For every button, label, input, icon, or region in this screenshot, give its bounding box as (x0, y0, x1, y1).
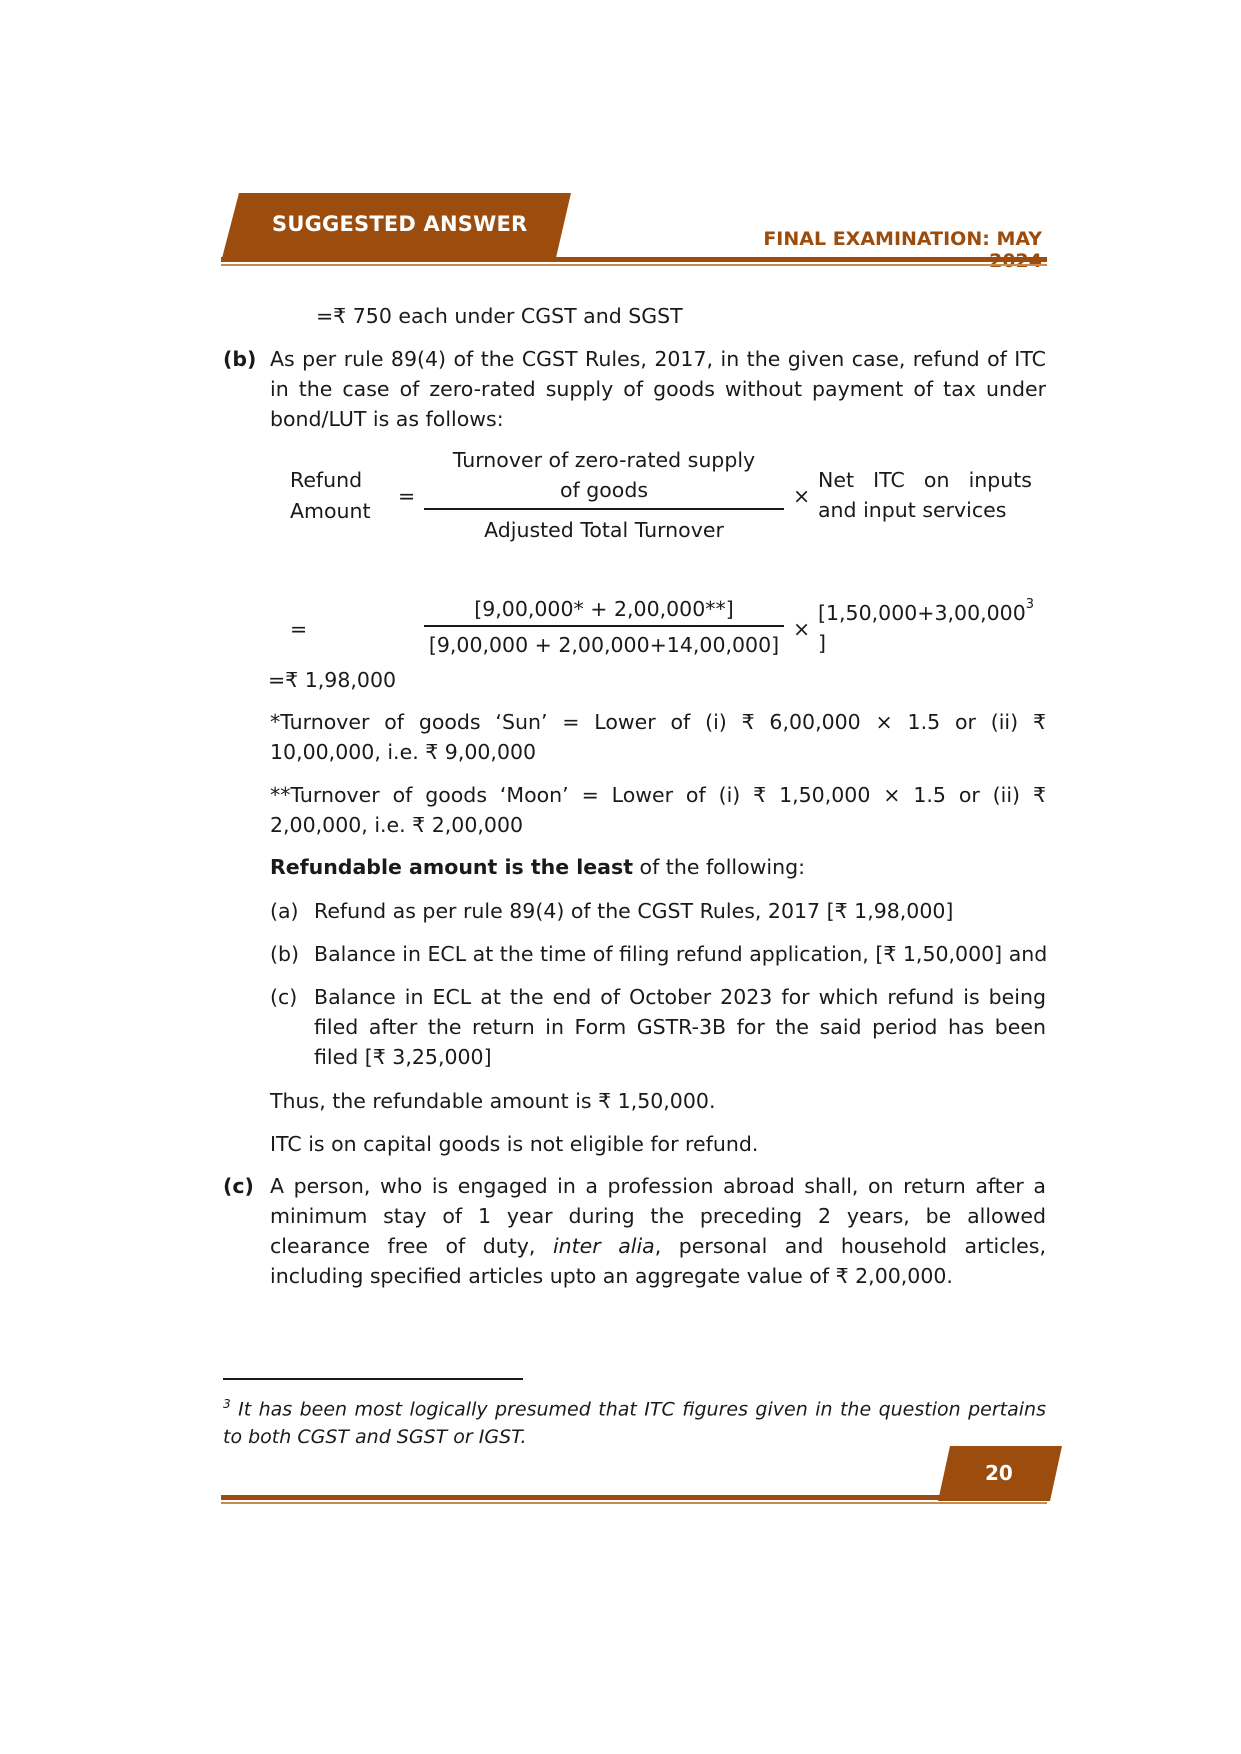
refund-result: =₹ 1,98,000 (268, 668, 397, 692)
footnote-rule (223, 1378, 523, 1380)
formula-denominator: Adjusted Total Turnover (484, 518, 724, 542)
header-rule-thin (221, 264, 1047, 266)
part-c-text-1: A person, who is engaged in a profession abroad shall, on return after a minimum stay of 1 year during the preceding 2 years, be allowed clearance free of duty, (270, 1174, 1046, 1258)
note-moon: **Turnover of goods ‘Moon’ = Lower of (i) ₹ 1,50,000 × 1.5 or (ii) ₹ 2,00,000, i.e. ₹ 2,00,000 (270, 783, 1046, 837)
part-c-text-2: , personal and household articles, including specified articles upto an aggregate value of ₹ 2,00,000. (270, 1234, 1046, 1288)
list-item-text: Balance in ECL at the end of October 2023 for which refund is being filed after the return in Form GSTR-3B for the said period has been filed [₹ 3,25,000] (314, 985, 1046, 1069)
refundable-conclusion: Thus, the refundable amount is ₹ 1,50,000. (270, 1089, 716, 1113)
list-item-text: Balance in ECL at the time of filing refund application, [₹ 1,50,000] and (314, 942, 1048, 966)
formula-numerator-line1: Turnover of zero-rated supply (452, 448, 756, 472)
page-number: 20 (985, 1461, 1013, 1485)
formula-equals: = (398, 484, 416, 508)
calc-rhs-close: ] (818, 631, 826, 655)
header-rule (221, 257, 1047, 262)
formula-lhs-line1: Refund (290, 468, 363, 492)
part-c-tag: (c) (223, 1174, 254, 1198)
footer-rule (221, 1495, 1047, 1500)
formula-lhs-line2: Amount (290, 499, 371, 523)
calc-equals: = (290, 617, 308, 641)
least-of-bold: Refundable amount is the least (270, 855, 634, 879)
footnote-marker: 3 (223, 1397, 231, 1411)
part-c-italic: inter alia (552, 1234, 655, 1258)
formula-rhs: Net ITC on inputs and input services (818, 468, 1032, 522)
cgst-sgst-amount-line: =₹ 750 each under CGST and SGST (316, 304, 683, 328)
calc-denominator: [9,00,000 + 2,00,000+14,00,000] (428, 633, 780, 657)
formula-fraction-bar (424, 508, 784, 510)
part-b-intro: As per rule 89(4) of the CGST Rules, 2017, in the given case, refund of ITC in the case of zero-rated supply of goods without payment of tax under bond/LUT is as follows: (270, 347, 1046, 431)
formula-numerator-line2: of goods (559, 478, 649, 502)
note-sun: *Turnover of goods ‘Sun’ = Lower of (i) ₹ 6,00,000 × 1.5 or (ii) ₹ 10,00,000, i.e. ₹ 9,00,000 (270, 710, 1046, 764)
calc-rhs (818, 598, 1034, 628)
calc-fraction-bar (424, 625, 784, 627)
list-item-tag: (b) (270, 942, 300, 966)
part-c-text (270, 1171, 1046, 1291)
footer-rule-thin (221, 1502, 1047, 1504)
exam-title: FINAL EXAMINATION: MAY (763, 228, 1042, 250)
list-item-tag: (a) (270, 899, 299, 923)
formula-times: × (793, 484, 811, 508)
itc-capital-goods-note: ITC is on capital goods is not eligible for refund. (270, 1132, 759, 1156)
footnote (223, 1390, 1046, 1451)
footnote-ref-3: 3 (1025, 597, 1035, 612)
calc-rhs-main: [1,50,000+3,00,000 (818, 601, 1026, 625)
calc-times: × (793, 617, 811, 641)
list-item-tag: (c) (270, 985, 298, 1009)
list-item-text: Refund as per rule 89(4) of the CGST Rules, 2017 [₹ 1,98,000] (314, 899, 954, 923)
calc-numerator: [9,00,000* + 2,00,000**] (474, 597, 734, 621)
least-of-heading (270, 852, 805, 882)
header-tab-label: SUGGESTED ANSWER (272, 212, 528, 236)
footnote-text: It has been most logically presumed that ITC figures given in the question pertains to both CGST and SGST or IGST. (223, 1398, 1046, 1449)
part-b-tag: (b) (223, 347, 257, 371)
least-of-rest: of the following: (633, 855, 806, 879)
